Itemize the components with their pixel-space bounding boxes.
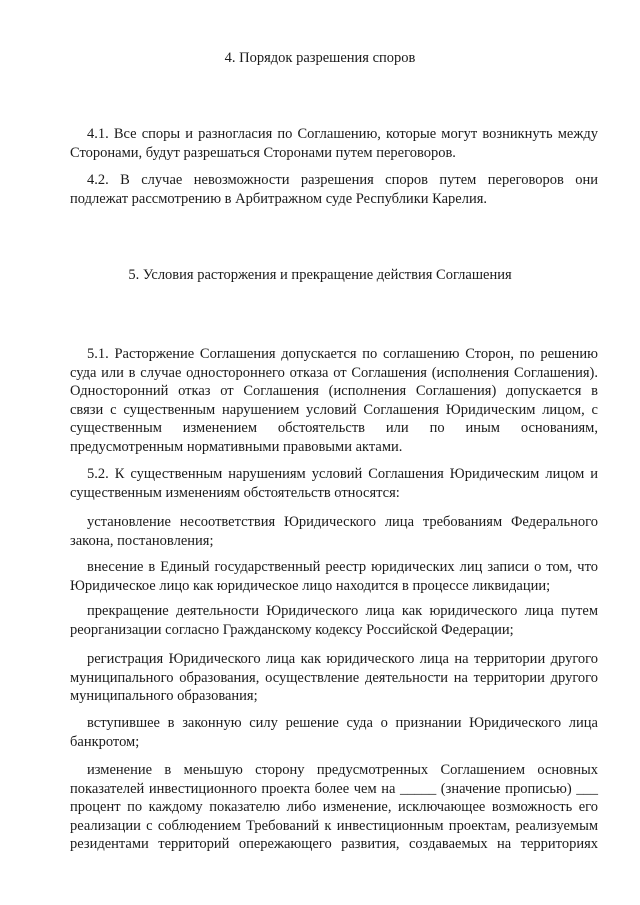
paragraph-line: внесение в Единый государственный реестр юридических лиц записи о том, что (87, 559, 598, 575)
list-item-liquidation (53, 558, 598, 595)
paragraph-line: изменение в меньшую сторону предусмотренных Соглашением основных (87, 762, 598, 778)
paragraph-line: подлежат рассмотрению в Арбитражном суде Республики Карелия. (70, 190, 488, 207)
paragraph-4-2 (53, 171, 598, 208)
paragraph-line: банкротом; (70, 733, 140, 750)
paragraph-line: процент по каждому показателю либо изменение, исключающее возможность его (70, 799, 598, 815)
paragraph-4-1 (53, 125, 598, 162)
paragraph-line: муниципального образования; (70, 688, 258, 704)
list-item-reorganization (53, 602, 598, 639)
section-4-heading: 4. Порядок разрешения споров (224, 50, 416, 66)
paragraph-line: 4.1. Все споры и разногласия по Соглашению, которые могут возникнуть между (87, 126, 598, 142)
paragraph-line: муниципального образования, осуществление деятельности на территории другого (70, 669, 598, 686)
paragraph-5-2 (53, 465, 598, 502)
paragraph-line: Односторонний отказ от Соглашения (исполнения Соглашения) допускается в (70, 383, 598, 399)
paragraph-line: реорганизации согласно Гражданскому кодексу Российской Федерации; (70, 621, 514, 638)
paragraph-line: показателей инвестиционного проекта более чем на _____ (значение прописью) ___ (70, 780, 598, 797)
paragraph-5-1 (53, 345, 598, 456)
paragraph-line: Юридическое лицо как юридическое лицо находится в процессе ликвидации; (70, 577, 551, 594)
paragraph-line: предусмотренным нормативными правовыми актами. (70, 438, 403, 455)
paragraph-line: существенным изменениям обстоятельств относятся: (70, 484, 400, 501)
list-item-indicators (53, 761, 598, 854)
paragraph-line: 5.1. Расторжение Соглашения допускается по соглашению Сторон, по решению (87, 346, 598, 362)
list-item-registration (53, 650, 598, 706)
paragraph-line: Сторонами, будут разрешаться Сторонами путем переговоров. (70, 144, 456, 161)
paragraph-line: вступившее в законную силу решение суда о признании Юридического лица (87, 715, 598, 731)
paragraph-line: существенным изменением обстоятельств или по иным основаниям, (70, 420, 598, 436)
list-item-nonconformity (53, 513, 598, 550)
paragraph-line: 4.2. В случае невозможности разрешения споров путем переговоров они (87, 172, 598, 188)
paragraph-line: связи с существенным нарушением условий Соглашения Юридическим лицом, с (70, 401, 598, 418)
paragraph-line: 5.2. К существенным нарушениям условий Соглашения Юридическим лицом и (87, 466, 598, 482)
paragraph-line: резидентами территорий опережающего развития, создаваемых на территориях (70, 836, 598, 852)
list-item-bankruptcy (53, 714, 598, 751)
paragraph-line: закона, постановления; (70, 532, 214, 549)
paragraph-line: прекращение деятельности Юридического лица как юридического лица путем (87, 603, 598, 619)
paragraph-line: установление несоответствия Юридического лица требованиям Федерального (87, 514, 598, 530)
paragraph-line: регистрация Юридического лица как юридического лица на территории другого (87, 651, 598, 667)
section-5-heading: 5. Условия расторжения и прекращение действия Соглашения (128, 267, 512, 283)
paragraph-line: реализации с соблюдением Требований к инвестиционным проектам, реализуемым (70, 817, 598, 834)
paragraph-line: суда или в случае одностороннего отказа от Соглашения (исполнения Соглашения). (70, 364, 598, 381)
